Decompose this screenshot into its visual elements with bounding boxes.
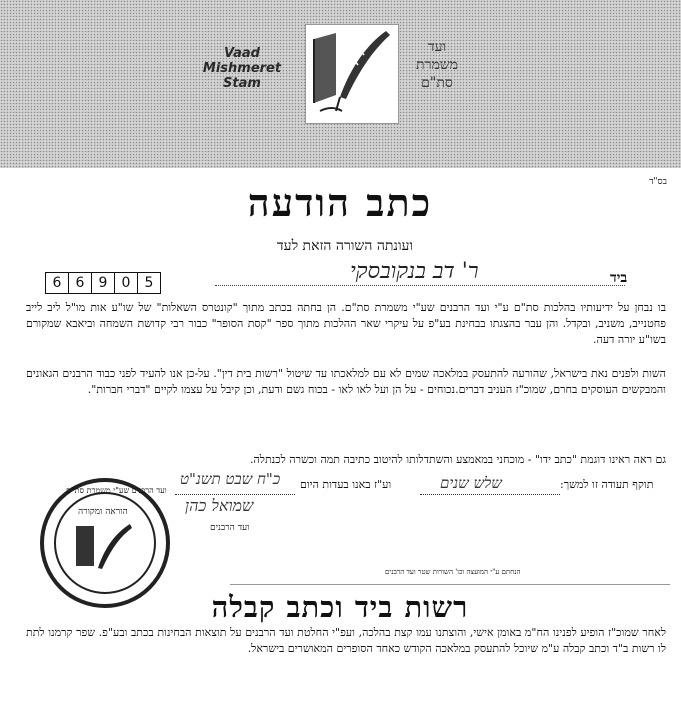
- date-label: וע"ז באנו בעדות היום: [300, 478, 392, 491]
- official-stamp: [40, 478, 170, 608]
- letterhead-english-name: [196, 46, 288, 91]
- paragraph-handwriting: גם ראה ראינו דוגמת "כתב ידו" - מוכחני במאמצע והשתדלותו להיטוב כתיבה תמה וכשרה לכנתלה.: [249, 453, 666, 466]
- validity-label: תוקף תעודה זו למשך:: [560, 478, 654, 491]
- certificate-digit: 9: [92, 273, 115, 293]
- letterhead-line: Vaad: [224, 46, 260, 61]
- signer-label: ועד הרבנים: [210, 523, 250, 533]
- letterhead-line: ועד: [427, 39, 447, 55]
- letterhead-line: סת"ם: [421, 75, 453, 91]
- quill-icon: [306, 25, 398, 123]
- validity-value: שלש שנים: [440, 474, 502, 492]
- certificate-number-boxes: [45, 272, 161, 294]
- letterhead-line: משמרת: [416, 57, 458, 73]
- section-divider: [230, 584, 670, 585]
- validity-underline: [420, 494, 560, 495]
- letterhead-hebrew-name: [402, 38, 472, 92]
- signature: שמואל כהן: [185, 496, 254, 515]
- paragraph-kabbalah: לאחר שמוכ"ז הופיע לפנינו הח"מ באומן אישי, והוצתנו עמו קצת בהלכה, ועפ"י החלטת ועד הרבנים על תוצאות הבחינות בכתב ובע"פ. שפר קרמנו לתת לו רשות ב"ד וכתב קבלה ע"מ שיוכל להתעסק במלאכה הקודש כאחד הסופרים המאושרים בישראל.: [26, 626, 666, 655]
- letterhead-line: Mishmeret: [202, 61, 282, 76]
- certificate-digit: 0: [115, 273, 138, 293]
- paragraph-permission: השות ולפנים נאת בישראל, שהורעה להתעסק במלאכה שמים לא עם למלאכתו עד שיטול "רשות בית דין". על-כן אנו להעיד לפני כבוד הרבנים הגאונים והמבקשים העוסקים בחרם, שמוכ"ז העניב דברים.נכוחים - על הן ועל לאו לאו - בכוח גשם ודעת, וכן קיבל על עצמו לקיים "דברי חברות".: [26, 367, 666, 396]
- document-subtitle: ועונתה השורה הזאת לעד: [276, 238, 414, 254]
- stamp-outer-text: ועד הרבנים שע"י משמרת סת"ם: [66, 486, 167, 495]
- recipient-label: ביד: [610, 270, 628, 286]
- recipient-name: ר' דב בנקובסקי: [350, 259, 479, 284]
- quill-logo: [305, 24, 399, 124]
- date-underline: [175, 494, 295, 495]
- section-title-permission: רשות ביד וכתב קבלה: [211, 590, 469, 624]
- stamp-quill-icon: [74, 522, 134, 572]
- date-value: כ"ח שבט תשנ"ט: [180, 470, 281, 488]
- stamp-inner-text: הוראה ומקורה: [78, 507, 128, 517]
- paragraph-exam: בו נבחן על ידיעותיו בהלכות סת"ם ע"י ועד הרבנים שע"י משמרת סת"ם. הן בחתה בכתב מתוך "קונטרס השאלות" של שו"ע אות מו"ל ליב לייב פחטנייב, משניב, ובקדל. והן עבר בהצגתו בבחינת בע"פ על עיקרי שאר ההלכות מתוך ספר "קסת הסופר" כבור רבי קדושת השמחה וביאבא שמקורם בשו"ע יורה דעה.: [26, 301, 666, 346]
- certificate-digit: 5: [144, 275, 154, 291]
- letterhead-line: Stam: [223, 76, 261, 91]
- certificate-digit: 6: [69, 273, 92, 293]
- name-underline: [215, 285, 625, 286]
- corner-note: בס"ד: [649, 177, 667, 187]
- certificate-digit: 6: [46, 273, 69, 293]
- letterhead-banner: [0, 0, 681, 168]
- seal-note: הנחתם ע"י המועצה וכו' השורות שטר ועד הרבנים: [385, 568, 521, 576]
- document-title: כתב הודעה: [247, 180, 433, 225]
